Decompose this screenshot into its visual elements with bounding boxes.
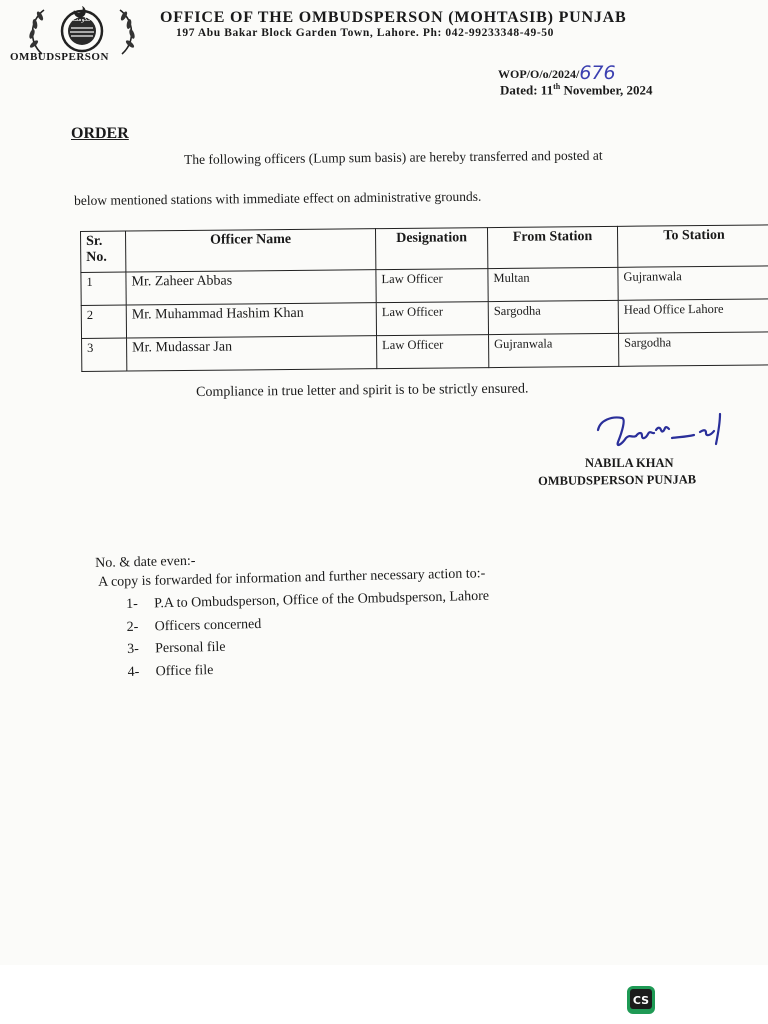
cell-to-station: Sargodha (619, 332, 768, 366)
organization-name: OFFICE OF THE OMBUDSPERSON (MOHTASIB) PUNJAB (160, 9, 627, 26)
header-sr-line2: No. (86, 249, 107, 265)
header-officer-name: Officer Name (126, 229, 376, 272)
reference-number (498, 62, 616, 84)
cell-designation: Law Officer (377, 335, 489, 369)
cell-officer-name: Mr. Mudassar Jan (127, 336, 377, 371)
cell-from-station: Multan (488, 267, 618, 301)
cell-from-station: Gujranwala (489, 333, 619, 367)
compliance-statement: Compliance in true letter and spirit is to be strictly ensured. (196, 381, 529, 400)
list-item-number: 1- (126, 596, 139, 612)
cell-officer-name: Mr. Muhammad Hashim Khan (126, 303, 376, 338)
table-row (82, 332, 768, 372)
date-prefix: Dated: 11 (500, 82, 554, 98)
list-item-text: Personal file (155, 639, 226, 657)
header-sr-no (81, 231, 126, 272)
header-sr-line1: Sr. (86, 233, 103, 249)
camscanner-logo-icon (627, 986, 655, 1014)
emblem-label: OMBUDSPERSON (10, 51, 109, 63)
transfer-table (80, 224, 768, 372)
header-to-station: To Station (617, 225, 768, 267)
table-header-row (81, 225, 768, 273)
list-item-text: Office file (155, 662, 214, 679)
date-suffix-sup: th (553, 82, 561, 91)
cell-to-station: Gujranwala (618, 266, 768, 300)
organization-address: 197 Abu Bakar Block Garden Town, Lahore. Ph: 042-99233348-49-50 (176, 27, 554, 39)
reference-prefix: WOP/O/o/2024/ (498, 67, 580, 81)
list-item-number: 4- (127, 664, 140, 680)
cell-from-station: Sargodha (488, 300, 618, 334)
order-paragraph-line-2: below mentioned stations with immediate effect on administrative grounds. (74, 188, 482, 208)
order-title: ORDER (71, 125, 129, 142)
handwritten-reference-number: 676 (579, 62, 616, 84)
cell-sr: 3 (82, 338, 127, 371)
list-item-text: Officers concerned (154, 616, 262, 634)
header-designation: Designation (375, 228, 487, 270)
signature-image (592, 408, 742, 456)
cell-designation: Law Officer (376, 269, 488, 303)
cell-designation: Law Officer (376, 302, 488, 336)
list-item-text: P.A to Ombudsperson, Office of the Ombudsperson, Lahore (153, 588, 490, 612)
cell-sr: 2 (81, 305, 126, 338)
distribution-list (126, 589, 491, 687)
signatory-title: OMBUDSPERSON PUNJAB (538, 472, 697, 488)
date-month-year: November, 2024 (560, 82, 653, 98)
copy-forwarded-line: A copy is forwarded for information and further necessary action to:- (98, 566, 486, 590)
emblem-script-text: حکومت (72, 16, 92, 23)
cell-officer-name: Mr. Zaheer Abbas (126, 270, 376, 305)
header-from-station: From Station (487, 226, 617, 268)
list-item-number: 3- (127, 641, 140, 657)
signatory-name: NABILA KHAN (585, 456, 674, 470)
camscanner-logo-text: CS (632, 994, 650, 1007)
list-item-number: 2- (126, 619, 139, 635)
cell-sr: 1 (81, 272, 126, 305)
order-date (500, 82, 653, 98)
cell-to-station: Head Office Lahore (618, 299, 768, 333)
number-and-date-even: No. & date even:- (95, 553, 196, 571)
order-paragraph-line-1: The following officers (Lump sum basis) are hereby transferred and posted at (184, 147, 603, 167)
